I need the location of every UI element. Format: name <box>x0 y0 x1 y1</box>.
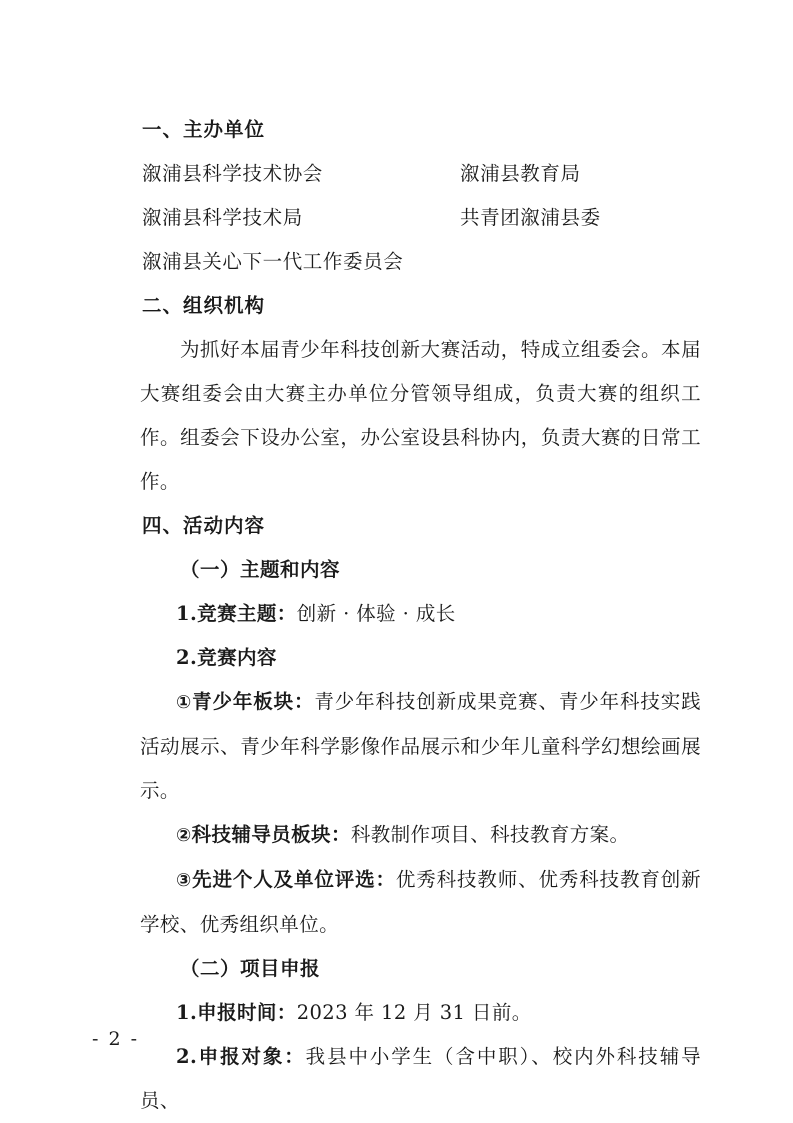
item-number: 2. <box>176 646 198 669</box>
item-label: 申报对象： <box>197 1045 306 1068</box>
item-text: 我县中小学生（含中职）、校内外科技辅导员、 <box>140 1045 701 1112</box>
item-text: 优秀科技教师、优秀科技教育创新学校、优秀组织单位。 <box>140 868 701 936</box>
item-label: 青少年板块： <box>192 690 315 713</box>
item-advanced-selection <box>140 858 701 947</box>
item-text: 2023 年 12 月 31 日前。 <box>296 1001 532 1024</box>
item-text: 创新 · 体验 · 成长 <box>296 602 456 625</box>
document-body <box>140 108 701 1123</box>
item-label: 竞赛主题： <box>197 602 297 625</box>
item-instructor-section <box>140 813 701 858</box>
organizer-row <box>140 240 701 284</box>
item-competition-content <box>140 636 701 680</box>
item-number: ③ <box>176 870 193 891</box>
item-label: 先进个人及单位评选： <box>192 868 396 891</box>
section-heading-organization: 二、组织机构 <box>142 294 266 317</box>
organization-paragraph: 为抓好本届青少年科技创新大赛活动，特成立组委会。本届大赛组委会由大赛主办单位分管领导组成，负责大赛的组织工作。组委会下设办公室，办公室设县科协内，负责大赛的日常工作。 <box>140 338 701 493</box>
item-number: 2. <box>176 1045 198 1068</box>
item-number: 1. <box>176 602 198 625</box>
item-label: 申报时间： <box>197 1001 297 1024</box>
subsection-heading-theme-and-content: （一）主题和内容 <box>180 558 341 581</box>
item-number: ① <box>176 692 193 713</box>
item-competition-theme <box>140 592 701 636</box>
page-number: - 2 - <box>92 1028 140 1050</box>
item-number: 1. <box>176 1001 198 1024</box>
item-text: 科教制作项目、科技教育方案。 <box>350 823 630 846</box>
subsection-heading-project-application: （二）项目申报 <box>180 957 321 980</box>
item-label: 竞赛内容 <box>197 646 277 669</box>
item-number: ② <box>176 825 192 846</box>
organizer-name: 共青团溆浦县委 <box>460 206 601 229</box>
organizer-name: 溆浦县关心下一代工作委员会 <box>142 250 404 273</box>
section-heading-activity-content: 四、活动内容 <box>142 514 266 537</box>
item-text: 青少年科技创新成果竞赛、青少年科技实践活动展示、青少年科学影像作品展示和少年儿童科学幻想绘画展示。 <box>140 690 702 802</box>
item-youth-section <box>140 680 701 813</box>
organizer-name: 溆浦县科学技术局 <box>142 206 303 229</box>
organizer-row <box>140 196 701 240</box>
section-heading-organizers: 一、主办单位 <box>142 118 266 141</box>
organizer-row <box>140 152 701 196</box>
organizer-name: 溆浦县科学技术协会 <box>142 162 323 185</box>
item-label: 科技辅导员板块： <box>191 823 351 846</box>
organizer-name: 溆浦县教育局 <box>460 162 581 185</box>
